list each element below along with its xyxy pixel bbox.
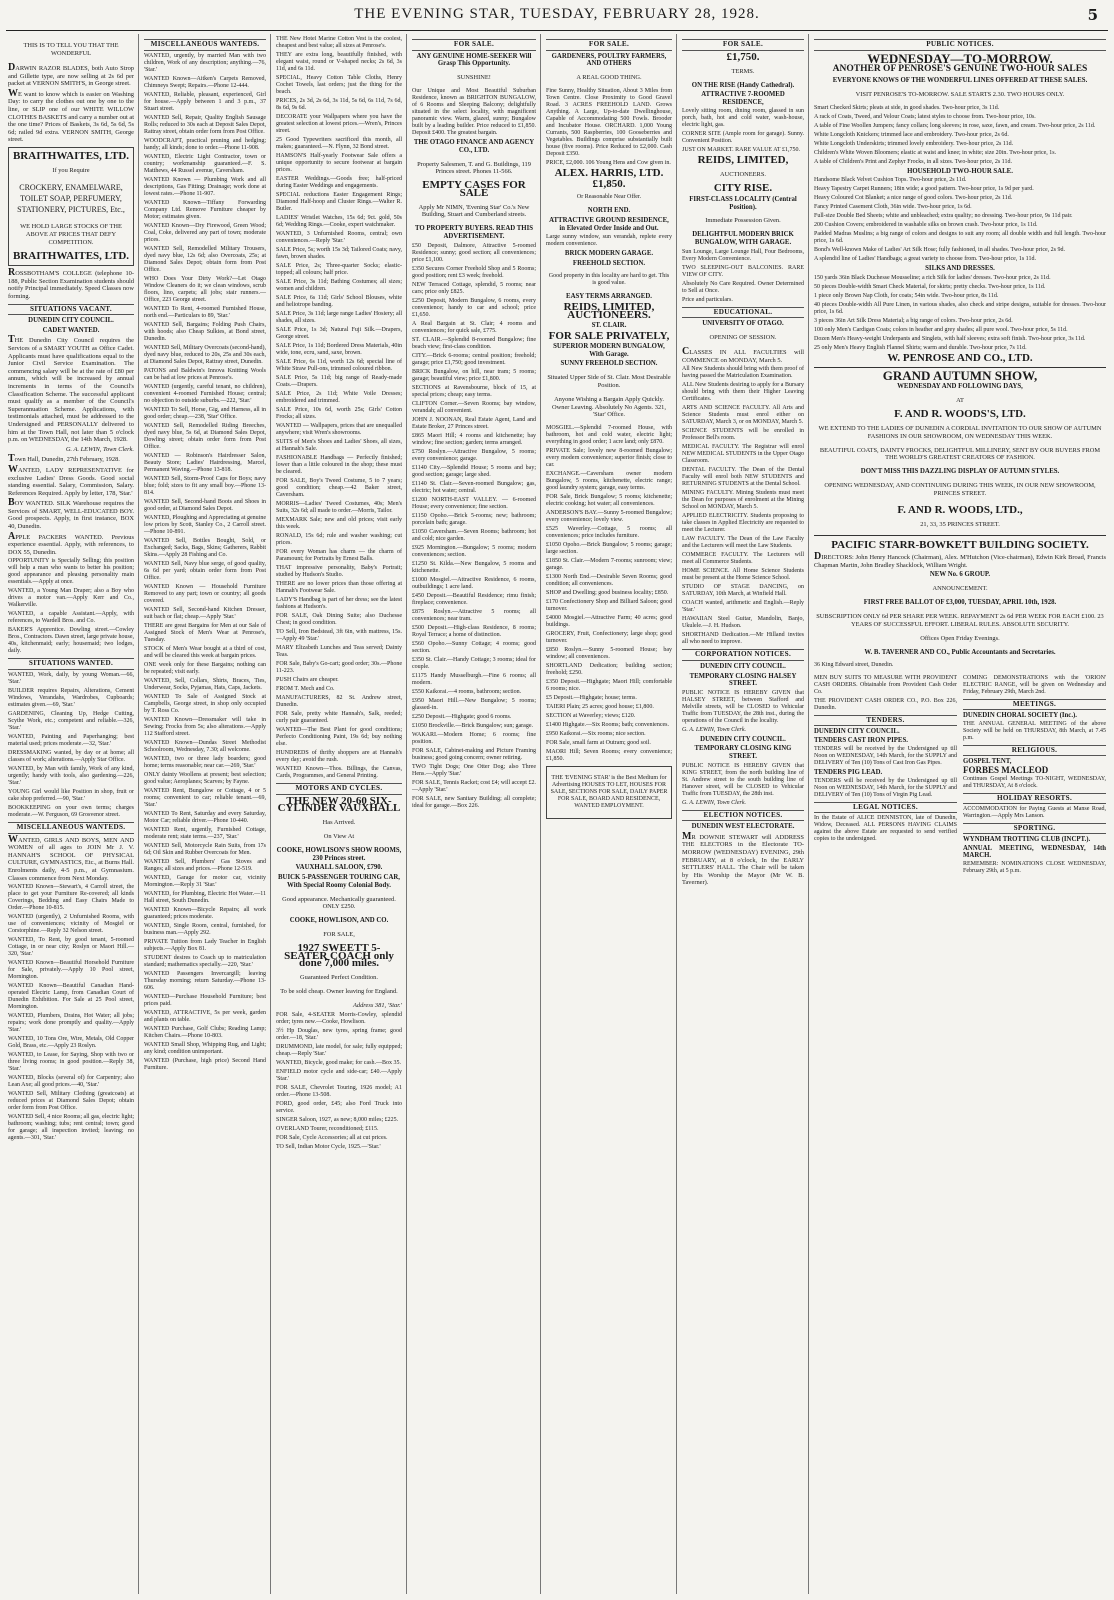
section-heading: CORPORATION NOTICES. (682, 649, 804, 661)
freehold-section: FREEHOLD SECTION. (572, 259, 646, 267)
column-separator (406, 34, 407, 1594)
pacific-society: PACIFIC STARR-BOWKETT BUILDING SOCIETY. (831, 539, 1089, 552)
city-rise: CITY RISE. (713, 182, 773, 195)
at-label: AT (956, 397, 964, 405)
forbes-macleod: FORBES MACLEOD (963, 765, 1049, 776)
council-name: DUNEDIN CITY COUNCIL. (700, 735, 786, 743)
finance-address: Property Salesmen, T. and G. Buildings, 119 Princes street. Phones 11-566. (417, 160, 531, 176)
section-heading: MOTORS AND CYCLES. (276, 783, 402, 795)
group-label: NEW No. 6 GROUP. (929, 571, 991, 579)
household-sale: HOUSEHOLD TWO-HOUR SALE. (907, 167, 1013, 175)
society-address: 36 King Edward street, Dunedin. (814, 662, 894, 669)
on-the-rise: ON THE RISE (Handy Cathedral). (691, 81, 795, 89)
vauxhall-line: On View At (323, 833, 355, 841)
alex-harris: ALEX. HARRIS, LTD. (554, 167, 664, 180)
vauxhall-dealer: COOKE, HOWLISON'S SHOW ROOMS, 230 Princes street. (276, 847, 402, 862)
woods-opening: OPENING WEDNESDAY, AND CONTINUING DURING THIS WEEK, IN OUR NEW SHOWROOM, PRINCES STREET. (824, 482, 1096, 497)
secretaries: W. B. TAVERNER AND CO., Public Accountants and Secretaries. (864, 648, 1056, 656)
apple-packers-ad: APPLE PACKERS WANTED. Previous experience essential. Apply, with references, to DOX 55, Dunedin. (8, 530, 134, 556)
section-heading: MISCELLANEOUS WANTEDS. (8, 822, 134, 834)
column-6: FOR SALE. £1,750. TERMS. ON THE RISE (Handy Cathedral). ATTRACTIVE 7-ROOMED RESIDENCE, Lovely sitting room, dining room, glassed in sun porch, bath, hot and cold water, wash-house, electric light, gas. CORNER SITE (Ample room for garage). Sunny. Convenient Position. JUST ON MARKET. RARE VALUE AT £1,750. REIDS, LIMITED, AUCTIONEERS. CITY RISE. FIRST-CLASS LOCALITY (Central Position). Immediate Possession Given. DELIGHTFUL MODERN BRICK BUNGALOW, WITH GARAGE. Sun Lounge, Large Lounge Hall, Four Bedrooms, Every Modern Convenience. TWO SLEEPING-OUT BALCONIES. RARE VIEW OF CITY. Absolutely No Care Required. Owner Determined to Sell at Once. Price and particulars. EDUCATIONAL. UNIVERSITY OF OTAGO. OPENING OF SESSION. CLASSES IN ALL FACULTIES will COMMENCE on MONDAY, March 5. All New Students should bring with them proof of having passed the Matriculation Examination. ALL New Students desiring to apply for a Bursary should bring with them their Higher Leaving Certificates. ARTS AND SCIENCE FACULTY. All Arts and Science Students must enrol either on SATURDAY, March 3, or on MONDAY, March 5. SCIENCE STUDENTS will be enrolled in Professor Bell's room. MEDICAL FACULTY. The Registrar will enrol NEW MEDICAL STUDENTS in the Upper Otago Classroom. DENTAL FACULTY. The Dean of the Dental Faculty will enrol both NEW STUDENTS and RETURNING STUDENTS at the Dental School. MINING FACULTY. Mining Students must meet the Dean for purposes of enrolment at the Mining School on MONDAY, March 5. APPLIED ELECTRICITY. Students proposing to take classes in Applied Electricity are requested to meet the Lecturer. LAW FACULTY. The Dean of the Law Faculty and the Lecturers will meet the Law Students. COMMERCE FACULTY. The Lecturers will meet all Commerce Students. HOME SCIENCE. All Home Science Students must be present at the Home Science School. STUDIO OF STAGE DANCING, on SATURDAY, 10th March, at Winfield Hall. COACH wanted, arithmetic and English.—Reply 'Star.' HAWAIIAN Steel Guitar, Mandolin, Banjo, Ukulele.—J. H. Hudson. SHORTHAND Dedication.—Mr Hilland invites all who need to improve. CORPORATION NOTICES. DUNEDIN CITY COUNCIL. TEMPORARY CLOSING HALSEY STREET. PUBLIC NOTICE IS HEREBY GIVEN that HALSEY STREET, between Stafford and Melville streets, will be CLOSED to Vehicular Traffic from TUESDAY, the 28th inst., during the operations of the Council in the locality. G. A. LEWIN, Town Clerk. DUNEDIN CITY COUNCIL. TEMPORARY CLOSING KING STREET. PUBLIC NOTICE IS HEREBY GIVEN that KING STREET, from the north building line of St. Andrew street to the south building line of Hanover street, will be CLOSED to Vehicular Traffic from TUESDAY, the 28th inst. G. A. LEWIN, Town Clerk. ELECTION NOTICES. DUNEDIN WEST ELECTORATE. MR DOWNIE STEWART will ADDRESS THE ELECTORS in the Electorate TO-MORROW (WEDNESDAY) EVENING, 29th FEBRUARY, at 8 o'clock, In the EARLY SETTLERS' HALL. The Chair will be taken by His Worship the Mayor (Mr W. B. Taverner). (682, 40, 804, 887)
braithwaites-title: BRAITHWAITES, LTD. (12, 249, 130, 262)
notice-subheading: CADET WANTED. (42, 326, 100, 334)
section-heading: RELIGIOUS. (963, 745, 1106, 756)
ad-headline: THIS IS TO TELL YOU THAT THE WONDERFUL (23, 42, 119, 57)
page-number: 5 (1087, 6, 1098, 24)
penrose-visit: VISIT PENROSE'S TO-MORROW. SALE STARTS 2.30. TWO HOURS ONLY. (855, 90, 1065, 98)
woods-fashions: BEAUTIFUL COATS, DAINTY FROCKS, DELIGHTFUL MILLINERY, SENT BY OUR BUYERS FROM THE WORLD'S GREATEST CREATORS OF FASHION. (819, 446, 1101, 462)
property-buyers: TO PROPERTY BUYERS. READ THIS ADVERTISEMENT. (414, 225, 534, 241)
woods-address: 21, 33, 35 PRINCES STREET. (920, 521, 1000, 529)
closing-halsey: TEMPORARY CLOSING HALSEY STREET. (689, 672, 797, 688)
sunshine-line: SUNSHINE! (457, 74, 491, 82)
empty-cases-ad: EMPTY CASES FOR SALE (422, 179, 526, 199)
announcement-label: ANNOUNCEMENT. (932, 585, 988, 593)
section-heading: SITUATIONS VACANT. (8, 304, 134, 316)
column-separator (540, 34, 541, 1594)
woods-name: F. AND R. WOODS'S, LTD. (894, 408, 1026, 421)
vauxhall-line: Has Arrived. (322, 819, 356, 827)
braithwaites-title: BRAITHWAITES, LTD. (12, 149, 130, 162)
notice-heading: DUNEDIN CITY COUNCIL. (28, 317, 114, 325)
society-directors: DIRECTORS: John Henry Hancock (Chairman), Alex. M'Hutchon (Vice-chairman), Edwin Kirk Broad, Francis Chapman Martin, John Bradley Shacklock, William Wright. (814, 550, 1106, 569)
ballot-line: FIRST FREE BALLOT OF £3,000, TUESDAY, APRIL 10th, 1928. (863, 599, 1057, 607)
annual-meeting: ANNUAL MEETING, WEDNESDAY, 14th MARCH. (963, 845, 1106, 860)
column-5: FOR SALE. GARDENERS, POULTRY FARMERS, AND OTHERS A REAL GOOD THING. Fine Sunny, Healthy Situation, About 3 Miles from Town Centre. Close Proximity to Good Gravel Road. 3 ACRES FREEHOLD LAND. Grows Anything. A Large, Up-to-date Dwellinghouse, Capable of Accommodating 500 Fowls. Brooder and Incubator House. ORCHARD. 1,000 Young Currants, 500 Raspberries, 100 Gooseberries and Vegetables. Buildings comprise substantially built house (five rooms). Price Reduced to £2,000. Cash Deposit £350. PRICE, £2,000. 106 Young Hens and Cow given in. ALEX. HARRIS, LTD. £1,850. Or Reasonable Near Offer. NORTH END. ATTRACTIVE GROUND RESIDENCE, in Elevated Order Inside and Out. Large sunny window, sun verandah, replete every modern convenience. BRICK MODERN GARAGE. FREEHOLD SECTION. Good property in this locality are hard to get. This is good value. EASY TERMS ARRANGED. REIDS, LIMITED, AUCTIONEERS. ST. CLAIR. FOR SALE PRIVATELY, SUPERIOR MODERN BUNGALOW, With Garage. SUNNY FREEHOLD SECTION. Situated Upper Side of St. Clair. Most Desirable Position. Anyone Wishing a Bargain Apply Quickly. Owner Leaving. Absolutely No Agents. 321, 'Star' Office. MOSGIEL.—Splendid 7-roomed House, with bathroom, hot and cold water, electric light; everything in good order; 1 acre land; only £870. PRIVATE Sale; lovely new 8-roomed Bungalow; every modern convenience; superior finish; close to car. EXCHANGE.—Caversham owner modern Bungalow, 5 rooms, kitchenette, electric range; good laundry system; garage, easy terms. FOR Sale, Brick Bungalow; 5 rooms; kitchenette; electric cooking; hot water; all conveniences. ANDERSON'S BAY.—Sunny 5-roomed Bungalow; every convenience; lovely view. £525 Waverley.—Cottage, 5 rooms; all conveniences; price includes furniture. £1050 Opoho.—Brick Bungalow; 5 rooms; garage; large section. £1850 St. Clair.—Modern 7-rooms; sunroom; view; garage. £1300 North End.—Desirable Seven Rooms; good condition; all conveniences. SHOP and Dwelling; good business locality; £850. £170 Confectionery Shop and Billiard Saloon; good turnover. £4000 Mosgiel.—Attractive Farm; 40 acres; good buildings. GROCERY, Fruit, Confectionery; large shop; good turnover. £850 Roslyn.—Sunny 5-roomed House; bay window; all conveniences. SHORTLAND Dedication; building section; freehold; £250. £350 Deposit.—Highgate; Maori Hill; comfortable 6 rooms; nice. £5 Deposit.—Highgate; house; terms. TAIERI Plain; 25 acres; good house; £1,800. SECTION at Waverley; views; £120. £1400 Highgate.—Six Rooms; bath; conveniences. £950 Kaikorai.—Six rooms; nice section. FOR Sale, small farm at Outram; good soil. MAORI Hill; Seven Rooms; every convenience; £1,850. THE 'EVENING STAR' is the Best Medium for Advertising HOUSES TO LET, HOUSES FOR SALE, SECTIONS FOR SALE, DAILY PAPER FOR SALE, BOARD AND RESIDENCE, WANTED EMPLOYMENT. (542, 36, 676, 1592)
column-4: FOR SALE. ANY GENUINE HOME-SEEKER Will Grasp This Opportunity. SUNSHINE! Our Unique and Most Beautiful Suburban Residence, known as BRIGHTON BUNGALOW, of 6 Rooms and Sleeping Balcony; delightfully situated in the select locality, with magnificent panoramic view. Warm, glazed, sunny; Bungalow built by a leading builder. Price reduced to £1,850. Deposit £400. The greatest bargain. THE OTAGO FINANCE AND AGENCY CO., LTD. Property Salesmen, T. and G. Buildings, 119 Princes street. Phones 11-566. EMPTY CASES FOR SALE Apply Mr NIMN, 'Evening Star' Co.'s New Building, Stuart and Cumberland streets. TO PROPERTY BUYERS. READ THIS ADVERTISEMENT. £50 Deposit, Dalmore, Attractive 5-roomed Residence; sunny; good section; all conveniences; price £1,100. £350 Secures Corner Freehold Shop and 5 Rooms; good position; rent £3 week; freehold. NEW Terraced Cottage, splendid, 5 rooms; near cars; price only £825. £250 Deposit, Modern Bungalow, 6 rooms, every convenience; handy to car and school; price £1,650. A Real Bargain at St. Clair; 4 rooms and conveniences; for quick sale, £775. ST. CLAIR.—Splendid 8-roomed Bungalow; fine beach view; first-class condition. CITY.—Brick 6-rooms; central position; freehold; garage; price £1,750; good investment. BRICK Bungalow, on hill, near tram; 5 rooms; garage; beautiful view; price £1,800. SECTIONS at Ravensbourne, block of 15, at special prices; cheap; easy terms. CLIFTON Corner.—Seven Rooms; bay window, verandah; all convenient. JOHN J. NOONAN, Real Estate Agent, Land and Estate Broker, 27 Princes street. £865 Maori Hill; 4 rooms and kitchenette; bay window; fine section; garden; terms arranged. £750 Roslyn.—Attractive Bungalow, 5 rooms; every convenience; garage. £1140 City.—Splendid House; 5 rooms and bay; good section; garage; large shed. £1140 St. Clair.—Seven-roomed Bungalow; gas, electric; hot water; central. £1200 NORTH-EAST VALLEY. — 6-roomed House; every convenience; fine section. £1150 Opoho.—Brick 5-rooms; new; bathroom; porcelain bath; garage. £1050 Caversham.—Seven Rooms; bathroom; hot and cold; nice garden. £925 Mornington.—Bungalow; 5 rooms; modern conveniences; section. £1250 St. Kilda.—New Bungalow, 5 rooms and kitchenette. £1000 Mosgiel.—Attractive Residence, 6 rooms, outbuildings; 1 acre land. £450 Deposit.—Beautiful Residence; rimu finish; fireplace; convenience. £875 Roslyn.—Attractive 5 rooms; all conveniences; near tram. £500 Deposit.—High-class Residence, 8 rooms; Royal Terrace; a home of distinction. £560 Opoho.—Sunny Cottage; 4 rooms; good section. £350 St. Clair.—Handy Cottage; 3 rooms; ideal for couple. £1175 Handy Musselburgh.—Fine 6 rooms; all modern. £550 Kaikorai.—4 rooms, bathroom; section. £950 Maori Hill.—New Bungalow; 5 rooms; glassed-in. £250 Deposit.—Highgate; good 6 rooms. £1050 Brockville.—Brick Bungalow; sun; garage. WAKARI.—Modern Home; 6 rooms; fine position. FOR SALE, Cabinet-making and Picture Framing business; good going concern; owner retiring. TWO Tight Dogs; One Otter Dog; also Three Hens.—Apply 'Star.' FOR SALE, Tennis Racket; cost £4; will accept £2.—Apply 'Star.' FOR SALE, new Sanitary Building; all complete; ideal for garage.—Box 226. (412, 40, 536, 809)
trotting-club: WYNDHAM TROTTING CLUB (INCPT.). (963, 836, 1091, 844)
boy-wanted-ad: BOY WANTED. SILK Warehouse requires the Services of SMART, WELL-EDUCATED BOY. Good prospects. Apply, in first instance, BOX 40, Dunedin. (8, 497, 134, 531)
section-heading: HOLIDAY RESORTS. (963, 793, 1106, 804)
cadet-notice: THE Dunedin City Council requires the Services of a SMART YOUTH as Office Cadet. Applicants must have qualifications equal to the Junior Civil Service Examination. The commencing salary will be at the rate of £80 per annum, which will be increased by annual increments in terms of the Council's Classification Scheme. The successful applicant must qualify as a member of the Council's Superannuation Scheme. Applications, with testimonials attached, must be addressed to the Undersigned and PERSONALLY delivered to him at the Town Hall, not later than 5 o'clock p.m. on WEDNESDAY, the 14th March, 1928. (8, 334, 134, 444)
st-clair: ST. CLAIR. (591, 322, 627, 330)
braithwaites-ad (8, 147, 134, 266)
column-7: PUBLIC NOTICES. WEDNESDAY—TO-MORROW. ANOTHER OF PENROSE'S GENUINE TWO-HOUR SALES EVERYONE KNOWS OF THE WONDERFUL LINES OFFERED AT THESE SALES. VISIT PENROSE'S TO-MORROW. SALE STARTS 2.30. TWO HOURS ONLY. Smart Checked Skirts; pleats at side, in good shades. Two-hour price, 3s 11d. A rack of Coats, Tweed, and Velour Coats; latest styles to choose from. Two-hour price, 10s. A table of Fine Woollen Jumpers; fancy collars; long sleeves; in rose, saxe, fawn, and cream. Two-hour price, 2s 11d. White Longcloth Knickers; trimmed lace and embroidery. Two-hour price, 2s 6d. White Longcloth Underskirts; trimmed lovely embroidery. Two-hour price, 2s 11d. Children's White Woven Bloomers; elastic at waist and knee; in white; size 20in. Two-hour price, 1s. A table of Children's Print and Zephyr Frocks, in all sizes. Two-hour price, 2s 11d. HOUSEHOLD TWO-HOUR SALE. Handsome Black Velvet Cushion Tops. Two-hour price, 2s 11d. Heavy Tapestry Carpet Runners; 18in wide; a good pattern. Two-hour price, 1s 9d per yard. Heavy Coloured Cot Blanket; a nice range of good colors. Two-hour price, 2s 11d. Fancy Printed Casement Cloth, 36in wide. Two-hour price, 1s 6d. Full-size Double Bed Sheets; white and unbleached; extra quality; no dressing. Two-hour price, 9s 11d pair. 200 Cushion Covers; embroidered in washable silks on brown crash. Two-hour price, 1s 11d. Padded Madras Muslins; a big range of colors and designs to suit any room; all double width and full length. Two-hour price, 1s 6d. Bond's Well-known Make of Ladies' Art Silk Hose; fully fashioned, in all shades. Two-hour price, 2s 9d. A splendid line of Ladies' Handbags; a great variety to choose from. Two-hour price, 1s 11d. SILKS AND DRESSES. 150 yards 36in Black Duchesse Mousseline; a rich Silk for ladies' dresses. Two-hour price, 2s 11d. 50 pieces Double-width Smart Check Material, for skirts; pretty checks. Two-hour price, 1s 11d. 1 piece only Brown Nap Cloth, for coats; 54in wide. Two-hour price, 8s 11d. 40 pieces Double-width All Pure Linen, in various shades, also check and stripe designs, suitable for dresses. Two-hour price, 1s 6d. 3 pieces 36in Art Silk Dress Material; a big range of colors. Two-hour price, 2s 6d. 100 only Men's Cardigan Coats; colors in heather and grey shades; all pure wool. Two-hour price, 5s 11d. Dozen Men's Heavy-weight Underpants and Singlets, with half sleeves; extra soft finish. Two-hour price, 3s 11d. 25 only Men's Heavy English Flannel Shirts; warm and durable. Two-hour price, 7s 11d. W. PENROSE AND CO., LTD. GRAND AUTUMN SHOW, WEDNESDAY AND FOLLOWING DAYS, AT F. AND R. WOODS'S, LTD. WE EXTEND TO THE LADIES OF DUNEDIN A CORDIAL INVITATION TO OUR SHOW OF AUTUMN FASHIONS IN OUR SHOWROOM, ON WEDNESDAY THIS WEEK. BEAUTIFUL COATS, DAINTY FROCKS, DELIGHTFUL MILLINERY, SENT BY OUR BUYERS FROM THE WORLD'S GREATEST CREATORS OF FASHION. DON'T MISS THIS DAZZLING DISPLAY OF AUTUMN STYLES. OPENING WEDNESDAY, AND CONTINUING DURING THIS WEEK, IN OUR NEW SHOWROOM, PRINCES STREET. F. AND R. WOODS, LTD., 21, 33, 35 PRINCES STREET. PACIFIC STARR-BOWKETT BUILDING SOCIETY. DIRECTORS: John Henry Hancock (Chairman), Alex. M'Hutchon (Vice-chairman), Edwin Kirk Broad, Francis Chapman Martin, John Bradley Shacklock, William Wright. NEW No. 6 GROUP. ANNOUNCEMENT. FIRST FREE BALLOT OF £3,000, TUESDAY, APRIL 10th, 1928. SUBSCRIPTION ONLY 6d PER SHARE PER WEEK. REPAYMENT 2s 6d PER WEEK FOR EACH £100. 23 YEARS OF SUCCESSFUL EFFORT. LIBERAL RULES. ABSOLUTE SECURITY. Offices Open Friday Evenings. W. B. TAVERNER AND CO., Public Accountants and Secretaries. 36 King Edward street, Dunedin. MEN BUY SUITS TO MEASURE WITH PROVIDENT CASH ORDERS. Obtainable from Provident Cash Order Co. THE PROVIDENT CASH ORDER CO., P.O. Box 226, Dunedin. TENDERS. DUNEDIN CITY COUNCIL. TENDERS CAST IRON PIPES. TENDERS will be received by the Undersigned up till Noon on WEDNESDAY, 14th March, for the SUPPLY and DELIVERY of Ten (10) Tons of Cast Iron Gas Pipes. TENDERS PIG LEAD. TENDERS will be received by the Undersigned up till Noon on WEDNESDAY, 14th March, for the SUPPLY and DELIVERY of Ten (10) Tons of Virgin Pig Lead. LEGAL NOTICES. In the Estate of ALICE DENNISTON, late of Dunedin, Widow, Deceased. ALL PERSONS HAVING CLAIMS against the above Estate are requested to send verified copies to the undersigned. COMING DEMONSTRATIONS with the 'ORION' ELECTRIC RANGE, will be given on Wednesday and Friday, February 29th, March 2nd. MEETINGS. DUNEDIN CHORAL SOCIETY (Inc.). THE ANNUAL GENERAL MEETING of the above Society will be held on THURSDAY, 8th March, at 7.45 p.m. RELIGIOUS. GOSPEL TENT, FORBES MACLEOD Continues Gospel Meetings TO-NIGHT, WEDNESDAY, and THURSDAY, At 8 o'clock. HOLIDAY RESORTS. ACCOMMODATION for Paying Guests at Manse Road, Warrington.—Apply Mrs Lanson. SPORTING. WYNDHAM TROTTING CLUB (INCPT.). ANNUAL MEETING, WEDNESDAY, 14th MARCH. REMEMBER: NOMINATIONS CLOSE WEDNESDAY, February 29th, at 5 p.m. (814, 40, 1106, 875)
section-heading: FOR SALE. (546, 39, 672, 51)
coach-line: To be sold cheap. Owner leaving for England. (280, 988, 398, 996)
gymnasium-ad: WANTED, GIRLS AND BOYS, MEN AND WOMEN of all ages to JOIN Mr J. V. HANNAH'S SCHOOL OF PHYSICAL CULTURE, GYMNASTICS, Etc., at Burns Hall. Enrolments daily, 4-5 p.m., at Gymnasium. Classes commence from Next Monday. (8, 833, 134, 882)
price-headline: £1,850. (592, 177, 626, 190)
brick-garage: BRICK MODERN GARAGE. (564, 250, 654, 258)
electorate-name: DUNEDIN WEST ELECTORATE. (691, 823, 795, 831)
buick-ad: BUICK 5-PASSENGER TOURING CAR, With Special Roomy Colonial Body. (278, 873, 400, 889)
homeseeker-ad: ANY GENUINE HOME-SEEKER Will Grasp This Opportunity. (416, 52, 532, 68)
attractive-residence: ATTRACTIVE GROUND RESIDENCE, in Elevated Order Inside and Out. (549, 216, 669, 232)
reids-auctioneers: AUCTIONEERS. (720, 171, 766, 179)
masthead (0, 6, 1114, 28)
coach-line: Guaranteed Perfect Condition. (300, 974, 378, 982)
gospel-tent: GOSPEL TENT, (963, 758, 1012, 766)
baskets-ad: WE want to know which is easier on Washing Day: to carry the clothes out one by one to the line, or SLIP one of our WHITE WILLOW CLOTHES BASKETS and carry a number out at the one time? Prices of Baskets, 3s 6d, 5s 6d, 5s 6d; railed 9d extra. VERNON SMITH, George street. (8, 87, 134, 144)
column-1: THIS IS TO TELL YOU THAT THE WONDERFUL DARWIN RAZOR BLADES, both Auto Strop and Gillette type, are now selling at 2s 6d per packet at VERNON SMITH'S, in George street. WE want to know which is easier on Washing Day: to carry the clothes out one by one to the line, or SLIP one of our WHITE WILLOW CLOTHES BASKETS and carry a number out at the one time? Prices of Baskets, 3s 6d, 5s 6d, 5s 6d; railed 9d extra. VERNON SMITH, George street. BRAITHWAITES, LTD. If you Require CROCKERY, ENAMELWARE, TOILET SOAP, PERFUMERY, STATIONERY, PICTURES, Etc., WE HOLD LARGE STOCKS OF THE ABOVE AT PRICES THAT DEFY COMPETITION. BRAITHWAITES, LTD. ROSSBOTHAM'S COLLEGE (telephone 10-188, Public Section Examination students should notify Principal immediately. Speed Classes now forming. SITUATIONS VACANT. DUNEDIN CITY COUNCIL. CADET WANTED. THE Dunedin City Council requires the Services of a SMART YOUTH as Office Cadet. Applicants must have qualifications equal to the Junior Civil Service Examination. The commencing salary will be at the rate of £80 per annum, which will be increased by annual increments in terms of the Council's Classification Scheme. The successful applicant must qualify as a member of the Council's Superannuation Scheme. Applications, with testimonials attached, must be addressed to the Undersigned and PERSONALLY delivered to him at the Town Hall, not later than 5 o'clock p.m. on WEDNESDAY, the 14th March, 1928. G. A. LEWIN, Town Clerk. Town Hall, Dunedin, 27th February, 1928. WANTED, LADY REPRESENTATIVE for exclusive Ladies' Dress Goods. Good social standing essential. Salary, Commission, Salary. References Required. Apply by letter, 178, 'Star.' BOY WANTED. SILK Warehouse requires the Services of SMART, WELL-EDUCATED BOY. Good prospects. Apply, in first instance, BOX 40, Dunedin. APPLE PACKERS WANTED. Previous experience essential. Apply, with references, to DOX 55, Dunedin. OPPORTUNITY is Specially Selling; this position will help a man who wants to better his position; good appearance and pleasing personality main essentials.—Apply at once. WANTED, a Young Man Draper; also a Boy who drives a motor van.—Apply Kerr and Co., Walkerville. WANTED, a capable Assistant.—Apply, with references, to Wardell Bros. and Co. BAKER'S Apprentice. Dowling street.—Cowley Bros., Contractors. Dawn street, large private house, 40s, kitchenmaid; early; housemaid; two lodges, daily. SITUATIONS WANTED. WANTED, Work, daily, by young Woman.—66, 'Star.' BUILDER requires Repairs, Alterations, Cement Windows, Verandahs, Wardrobes, Cupboards; estimates given.—69, 'Star.' GARDENING, Cleaning Up, Hedge Cutting, Scythe Work, etc.; competent and reliable.—326, 'Star.' WANTED, Painting and Paperhanging; best material used; prices moderate.—32, 'Star.' DRESSMAKING wanted, by day or at home; all classes of work; alterations.—Apply Star Office. WANTED, by Man with family, Work of any kind, urgently; handy with tools, also gardening.—226, 'Star.' YOUNG Girl would like Position in shop, fruit or cake shop preferred.—90, 'Star.' BOOKKEEPING on your own terms; charges moderate.—W. Ferguson, 69 Grosvenor street. MISCELLANEOUS WANTEDS. WANTED, GIRLS AND BOYS, MEN AND WOMEN of all ages to JOIN Mr J. V. HANNAH'S SCHOOL OF PHYSICAL CULTURE, GYMNASTICS, Etc., at Burns Hall. Enrolments daily, 4-5 p.m., at Gymnasium. Classes commence from Next Monday. WANTED Known—Stewart's, 4 Carroll street, the place to get your Furniture Re-covered; all kinds Coverings, Bedding and Easy Chairs Made to Order.—Phone 10-815. WANTED (urgently), 2 Unfurnished Rooms, with use of conveniences; vicinity of Mosgiel or Corstorphine.—Reply 32 Nelson street. WANTED, To Rent, by good tenant, 5-roomed Cottage, in or near city; Roslyn or Maori Hill.—320, 'Star.' WANTED Known—Beautiful Horsehold Furniture for Sale, privately.—Apply 10 Pool street, Mornington. WANTED Known—Beautiful Canadian Hand-operated Electric Lamp, from Canadian Court of Dunedin Exhibition. For Sale at 25 Pool street, Mornington. WANTED, Plumbers, Drains, Hot Water; all jobs; repairs; work done promptly and quality.—Apply 'Star.' WANTED, 10 Tons Ore, Wire, Metals, Old Copper Gold, Brass, etc.—Apply 23 Roslyn. WANTED, to Lease, for Saying, Shop with two or three living rooms; in good position.—Reply 38, 'Star.' WANTED, Blocks (several of) for Carpentry; also Lean Axe; all good prices.—40, 'Star.' WANTED Sell, Military Clothing (greatcoats) at reduced prices at Diamond Sales Depot; obtain order form from Post Office. WANTED Sell, 4 nice Rooms; all gas, electric light; bathroom; washing; tubs; rent central; town; good for garage; all inspection invited; leaving; no agents.—301, 'Star.' (8, 42, 134, 1142)
days-line: WEDNESDAY AND FOLLOWING DAYS, (897, 383, 1023, 391)
section-heading: FOR SALE. (682, 39, 804, 51)
first-class-locality: FIRST-CLASS LOCALITY (Central Position). (689, 195, 797, 211)
choral-society: DUNEDIN CHORAL SOCIETY (Inc.). (963, 712, 1077, 720)
tender-lead: TENDERS PIG LEAD. (814, 769, 883, 777)
bungalow-ad: SUPERIOR MODERN BUNGALOW, With Garage. (553, 343, 665, 358)
autumn-show: GRAND AUTUMN SHOW, (882, 367, 1038, 383)
gardeners-ad: GARDENERS, POULTRY FARMERS, AND OTHERS (551, 52, 667, 68)
terms-label: TERMS. (731, 67, 755, 75)
vauxhall-headline: THE NEW 20-60 SIX-CYLINDER VAUXHALL (277, 794, 401, 815)
private-sale: FOR SALE PRIVATELY, (548, 329, 670, 342)
masthead-rule (6, 30, 1108, 31)
council-name: DUNEDIN CITY COUNCIL. (700, 663, 786, 670)
possession: Immediate Possession Given. (705, 217, 781, 225)
offices-line: Offices Open Friday Evenings. (920, 634, 1000, 642)
braithwaites-line: If you Require (52, 166, 90, 174)
residence-ad: ATTRACTIVE 7-ROOMED RESIDENCE, (701, 91, 785, 106)
buick-dealer: COOKE, HOWLISON, AND CO. (289, 917, 389, 925)
empty-cases-contact: Apply Mr NIMN, 'Evening Star' Co.'s New Building, Stuart and Cumberland streets. (418, 203, 530, 219)
buick-line: Good appearance. Mechanically guaranteed. ONLY £250. (282, 895, 396, 911)
woods-dont-miss: DON'T MISS THIS DAZZLING DISPLAY OF AUTUMN STYLES. (860, 468, 1060, 476)
brick-bungalow: DELIGHTFUL MODERN BRICK BUNGALOW, WITH GARAGE. (692, 231, 794, 247)
braithwaites-line: WE HOLD LARGE STOCKS OF THE ABOVE AT PRICES THAT DEFY COMPETITION. (20, 223, 122, 246)
penrose-headline: ANOTHER OF PENROSE'S GENUINE TWO-HOUR SALES (832, 64, 1088, 75)
section-heading: TENDERS. (814, 715, 957, 726)
woods-footer: F. AND R. WOODS, LTD., (897, 504, 1023, 517)
tender-pipes: TENDERS CAST IRON PIPES. (814, 737, 908, 745)
price-headline: £1,750. (726, 50, 760, 63)
finance-company: THE OTAGO FINANCE AND AGENCY CO., LTD. (413, 139, 535, 154)
vauxhall-price: VAUXHALL SALOON, £790. (295, 864, 383, 872)
rossbotham-ad: ROSSBOTHAM'S COLLEGE (telephone 10-188, Public Section Examination students should notify Principal immediately. Speed Classes now forming. (8, 267, 134, 301)
newspaper-title: THE EVENING STAR, TUESDAY, FEBRUARY 28, 1928. (354, 6, 760, 22)
sunny-section: SUNNY FREEHOLD SECTION. (560, 360, 658, 368)
contact-line: Anyone Wishing a Bargain Apply Quickly. Owner Leaving. Absolutely No Agents. 321, 'Star' Office. (552, 396, 666, 419)
column-separator (270, 34, 271, 1594)
razor-blades-ad: DARWIN RAZOR BLADES, both Auto Strop and Gillette type, are now selling at 2s 6d per packet at VERNON SMITH'S, in George street. (8, 61, 134, 88)
election-notice: MR DOWNIE STEWART will ADDRESS THE ELECTORS in the Electorate TO-MORROW (WEDNESDAY) EVENING, 29th FEBRUARY, at 8 o'clock, In the EARLY SETTLERS' HALL. The Chair will be taken by His Worship the Mayor (Mr W. B. Taverner). (682, 830, 804, 887)
signature: G. A. LEWIN, Town Clerk. (65, 445, 134, 453)
section-heading: SITUATIONS WANTED. (8, 658, 134, 670)
section-heading: LEGAL NOTICES. (814, 802, 957, 813)
silks-dresses: SILKS AND DRESSES. (925, 265, 995, 273)
column-separator (808, 34, 809, 1594)
good-thing: A REAL GOOD THING. (576, 74, 642, 82)
column-2: MISCELLANEOUS WANTEDS. WANTED, urgently, by married Man with two children, Work of any description; anything.—76, 'Star.' WANTED Known—Aitken's Carpets Removed, Chimneys Swept; Repairs.—Phone 12-444. WANTED, Reliable, pleasant, experienced, Girl for house.—Apply between 1 and 3 p.m., 37 Stuart street. WANTED Sell, Repair, Quality English Sausage Rolls; reduced to 30s each at Deposit Sales Depot, Rattray street, obtain order form from Post Office. WOODCRAFT, practical pruning and hedging; handy; all kinds; done to order.—Phone 11-908. WANTED, Electric Light Contractor, town or country; workmanship guaranteed.—F. S. Matthews, 44 Russel avenue, Caversham. WANTED Known — Plumbing Work and all descriptions, Gas Fitting; Drainage; work done at lowest rates.—Phone 11-907. WANTED Known—Tiffany Forwarding Company Ltd. Remove Furniture cheaper by Motor; estimates given. WANTED Known—Dry Firewood, Green Wood; Coal, Coke, delivered any part of town; moderate prices. WANTED Sell, Remodelled Military Trousers, dyed navy blue, 12s 6d; also Overcoats, 25s; at Diamond Sales Depot; obtain form from Post Office. WHO Does Your Dirty Work?—Let Otago Window Cleaners do it; we clean windows, scrub floors, lino, carpets; all jobs; stair runners.—Office, 223 George street. WANTED To Rent, 4-roomed Furnished House, north end.—Particulars to 89, 'Star.' WANTED Sell, Bargains; Folding Push Chairs, with hoods; also Cheap Sulkies, at Bond street, Dunedin. WANTED Sell, Military Overcoats (second-hand), dyed navy blue, reduced to 20s, 25s and 30s each, at Diamond Sales Depot, Rattray street, Dunedin. PATONS and Baldwin's Innova Knitting Wools can be had at low prices at Penrose's. WANTED (urgently, careful tenant, no children), convenient 4-roomed Furnished House; central; no objection to outside suburbs.—222, 'Star.' WANTED To Sell, Horse, Gig, and Harness, all in good order; cheap.—238, 'Star' Office. WANTED Sell, Remodelled Riding Breeches, dyed navy blue, 5s 6d, at Diamond Sales Depot, Dowling street; obtain order form from Post Office. WANTED — Robinson's Hairdresser Salon, Beauty Store; Ladies' Hairdressing, Marcel, Permanent Waving.—Phone 13-818. WANTED Sell, Storm-Proof Caps for Boys; navy blue; fold; sizes to fit any small boy.—Phone 13-814. WANTED Sell, Second-hand Boots and Shoes in good order, at Diamond Sales Depot. WANTED, Ploughing and Appreciating at genuine low prices by Scott, Stanley Co., 2 Carroll street.—Phone 10-891. WANTED Sell, Bottles Bought, Sold, or Exchanged; Sacks, Bags, Skins; Gatherers, Rabbit Skins.—Apply 28 Fishing and Co. WANTED Sell, Navy blue serge, of good quality, 6s 6d per yard; obtain order form from Post Office. WANTED Known — Household Furniture Removed to any part; town or country; all goods covered. WANTED Sell, Second-hand Kitchen Dresser, suit bach or flat; cheap.—Apply 'Star.' THERE are great Bargains for Men at our Sale of Assigned Stock of Men's Wear at Penrose's, Tuesday. STOCK of Men's Wear bought at a third of cost, and will be cleared this week at bargain prices. ONE week only for these Bargains; nothing can be repeated; visit early. WANTED, Sell, Collars, Shirts, Braces, Ties, Underwear, Socks, Pyjamas, Hats, Caps, Jackets. WANTED To Sale of Assigned Stock at Campbells, George street, in shop only occupied by T. Ross Co. WANTED Known—Dressmaker will take in Sewing; Frocks from 5s; also alterations.—Apply 112 Stafford street. WANTED Known—Dundas Street Methodist Schoolroom, Wednesday, 7.30; all welcome. WANTED, two or three lady boarders; good home; terms reasonable; near car.—269, 'Star.' ONLY dainty Woollens at present; best selection; good value; Aeroplanes; Scarves; by Fayne. WANTED Rent, Bungalow or Cottage, 4 or 5 rooms; convenient to car; reliable tenant.—69, 'Star.' WANTED To Rent, Saturday and every Saturday, Motor Car; reliable driver.—Phone 10-440. WANTED Rent, urgently, Furnished Cottage, moderate rent; state terms.—237, 'Star.' WANTED Sell, Motorcycle Rain Suits, from 17s 6d; Oil Skin and Rubber Overcoats for Men. WANTED Sell, Plumbers' Gas Stoves and Ranges; all sizes and prices.—Phone 12-519. WANTED, Garage for motor car, vicinity Mornington.—Reply 31 'Star.' WANTED, for Plumbing, Electric Hot Water.—11 Hall street, South Dunedin. WANTED Known—Bicycle Repairs; all work guaranteed; prices moderate. WANTED, Single Room, central, furnished, for business man.—Apply 292. PRIVATE Tuition from Lady Teacher in English subjects.—Apply Box 81. STUDENT desires to Coach up to matriculation standard; mathematics specially.—220, 'Star.' WANTED Passengers Invercargill; leaving Thursday morning; return Saturday.—Phone 13-606. WANTED—Purchase Household Furniture; best prices paid. WANTED, ATTRACTIVE, 5s per week, garden and plants on table. WANTED Purchase, Golf Clubs; Reading Lamp; Kitchen Chairs.—Phone 10-803. WANTED Small Shop, Whipping Rug, and Light; any kind; condition unimportant. WANTED (Purchase, high price) Second Hand Furniture. (144, 40, 266, 1071)
section-heading: MEETINGS. (963, 699, 1106, 710)
easy-terms: EASY TERMS ARRANGED. (566, 293, 652, 301)
dateline: Town Hall, Dunedin, 27th February, 1928. (8, 453, 120, 465)
section-heading: ELECTION NOTICES. (682, 810, 804, 822)
reids-auctioneers: REIDS, LIMITED, AUCTIONEERS. (563, 300, 655, 321)
column-separator (138, 34, 139, 1594)
location-line: Situated Upper Side of St. Clair. Most Desirable Position. (547, 374, 671, 390)
section-heading: PUBLIC NOTICES. (814, 39, 1106, 51)
coach-address: Address 381, 'Star.' (352, 1002, 402, 1010)
closing-king: TEMPORARY CLOSING KING STREET. (694, 745, 792, 760)
section-heading: MISCELLANEOUS WANTEDS. (144, 39, 266, 51)
column-3: THE New Hotel Marine Cotton Vest is the coolest, cheapest and best value; all sizes at Penrose's. THEY are extra long, beautifully finished, with elegant waist, round or V-shaped necks; 2s 6d, 3s 11d, and 6s 11d. SPECIAL, Heavy Cotton Table Cloths, Henry Cochet Towels, last orders; just the thing for the beach. PRICES, 2s 3d, 2s 6d, 3s 11d, 5s 6d, 6s 11d, 7s 6d, 8s 6d, 9s 6d. DECORATE your Wallpapers where you have the greatest selection at lowest prices.—Wren's, Princes street. 25 Good Typewriters sacrificed this month, all makes; guaranteed.—N. Flynn, 32 Bond street. HAMSON'S Half-yearly Footwear Sale offers a unique opportunity to secure footwear at bargain prices. EASTER Weddings.—Goods free; half-priced during Easter Weddings and engagements. SPECIAL reductions Easter Engagement Rings; Diamond Half-hoop and Cluster Rings.—Walter R. Butler. LADIES' Wristlet Watches, 15s 6d; 9ct. gold, 50s 6d; Wedding Rings.—Cooke, expert watchmaker. WANTED, 3 Unfurnished Rooms, central; own conveniences.—Reply 'Star.' SALE Price, 5s; worth 15s 3d; Tailored Coats; navy, fawn, brown shades. SALE Price, 2s; Three-quarter Socks; elastic-topped; all colours; half price. SALE Price, 3s 11d; Bathing Costumes; all sizes; women and children. SALE Price, 6s 11d; Girls' School Blouses, white and heliotrope banding. SALE Price, 3s 11d; large range Ladies' Hosiery; all shades, all sizes. SALE Price, 1s 3d; Natural Fuji Silk.—Drapers, George street. SALE Price, 1s 11d; Bordered Dress Materials, 40in wide, tone, ecru, sand, saxe, brown. SALE Price, 6s 11d, worth 12s 6d; special line of White Straw Pull-ons, trimmed coloured ribbon. SALE Price, 5s 11d; big range of Ready-made Coats.—Drapers. SALE Price, 2s 11d; White Voile Dresses; embroidered and trimmed. SALE Price, 10s 6d, worth 25s; Girls' Cotton Frocks; all sizes. WANTED — Wallpapers, prices that are unequalled anywhere; visit Wren's showrooms. SUITS of Men's Shoes and Ladies' Shoes, all sizes, at Hannah's Sale. FASHIONABLE Handbags — Perfectly finished; lower than a little coloured in the shop; these must be cleared. FOR SALE, Boy's Tweed Costume, 5 to 7 years; good condition; cheap.—42 Baker street, Caversham. MORRIS—Ladies' Tweed Costumes, 40s; Men's Suits, 32s 6d; all made to order.—Morris, Tailor. MEXMARK Sale; new and old prices; visit early this week. RONALD, 15s 6d; rule and washer washing; cut prices. FOR every Woman has charm — the charm of Paramount; for Portraits by Ernest Balls. THAT impressive personality, Baby's Portrait; studied by Hudson's Studio. THERE are no lower prices than those offering at Hannah's Footwear Sale. LADY'S Handbag is part of her dress; see the latest fashions at Hudson's. FOR SALE, Oak Dining Suite; also Duchesse Chest; in good condition. TO Sell, Iron Bedstead, 3ft 6in, with mattress, 15s.—Apply 49 'Star.' MARY Elizabeth Lunches and Teas served; Dainty Teas. FOR Sale, Baby's Go-cart; good order; 30s.—Phone 11-223. PUSH Chairs are cheaper. FROM T. Mech and Co. MANUFACTURERS, 82 St. Andrew street, Dunedin. FOR Sale, pretty white Hannah's, Salk, reeded; curly pair guaranteed. WANTED—The Best Plant for good conditions; Perfecto Conditioning Paint, 19s 6d; buy nothing else. HUNDREDS of thrifty shoppers are at Hannah's every day; avoid the rush. WANTED Known—Thos. Billings, the Canvas, Cards, Programmes, and General Printing. MOTORS AND CYCLES. THE NEW 20-60 SIX-CYLINDER VAUXHALL Has Arrived. On View At COOKE, HOWLISON'S SHOW ROOMS, 230 Princes street. VAUXHALL SALOON, £790. BUICK 5-PASSENGER TOURING CAR, With Special Roomy Colonial Body. Good appearance. Mechanically guaranteed. ONLY £250. COOKE, HOWLISON, AND CO. FOR SALE, 1927 SWEETT 5-SEATER COACH only done 7,000 miles. Guaranteed Perfect Condition. To be sold cheap. Owner leaving for England. Address 381, 'Star.' FOR Sale, 4-SEATER Morris-Cowley, splendid order; tyres new.—Cooke, Howlison. 3½ Hp Douglas, new tyres, spring frame; good order.—18, 'Star.' DRUMMOND, late model, for sale; fully equipped; cheap.—Reply 'Star.' WANTED, Bicycle, good make; for cash.—Box 35. ENFIELD motor cycle and side-car; £40.—Apply 'Star.' FOR SALE, Chevrolet Touring, 1926 model; A1 order.—Phone 13-508. FORD, good order, £45; also Ford Truck into service. SINGER Saloon, 1927, as new; 8,000 miles; £225. OVERLAND Tourer, reconditioned; £115. FOR Sale, Cycle Accessories; all at cut prices. TO Sell, Indian Motor Cycle, 1925.—'Star.' (276, 36, 402, 1150)
wednesday-headline: WEDNESDAY—TO-MORROW. (867, 50, 1053, 66)
braithwaites-list: CROCKERY, ENAMELWARE, TOILET SOAP, PERFUMERY, STATIONERY, PICTURES, Etc., (17, 183, 125, 215)
section-heading: EDUCATIONAL. (682, 307, 804, 319)
for-sale-label: FOR SALE, (323, 931, 355, 939)
section-heading: FOR SALE. (412, 39, 536, 51)
opening-of-session: OPENING OF SESSION. (709, 334, 777, 342)
classes-notice: CLASSES IN ALL FACULTIES will COMMENCE on MONDAY, March 5. (682, 346, 804, 364)
council-name: DUNEDIN CITY COUNCIL. (814, 728, 900, 736)
north-end: NORTH END. (587, 207, 631, 215)
reids-name: REIDS, LIMITED, (697, 154, 789, 167)
woods-invitation: WE EXTEND TO THE LADIES OF DUNEDIN A CORDIAL INVITATION TO OUR SHOW OF AUTUMN FASHIONS IN OUR SHOWROOM, ON WEDNESDAY THIS WEEK. (818, 425, 1102, 440)
lady-rep-ad: WANTED, LADY REPRESENTATIVE for exclusive Ladies' Dress Goods. Good social standing essential. Salary, Commission, Salary. References Required. Apply by letter, 178, 'Star.' (8, 463, 134, 497)
section-heading: SPORTING. (963, 823, 1106, 834)
coach-ad: 1927 SWEETT 5-SEATER COACH only done 7,000 miles. (284, 942, 394, 970)
column-separator (676, 34, 677, 1594)
penrose-footer: W. PENROSE AND CO., LTD. (887, 351, 1033, 364)
university-name: UNIVERSITY OF OTAGO. (702, 320, 784, 328)
subscription-line: SUBSCRIPTION ONLY 6d PER SHARE PER WEEK. REPAYMENT 2s 6d PER WEEK FOR EACH £100. 23 YEARS OF SUCCESSFUL EFFORT. LIBERAL RULES. ABSOLUTE SECURITY. (816, 613, 1104, 628)
penrose-line: EVERYONE KNOWS OF THE WONDERFUL LINES OFFERED AT THESE SALES. (832, 76, 1088, 84)
